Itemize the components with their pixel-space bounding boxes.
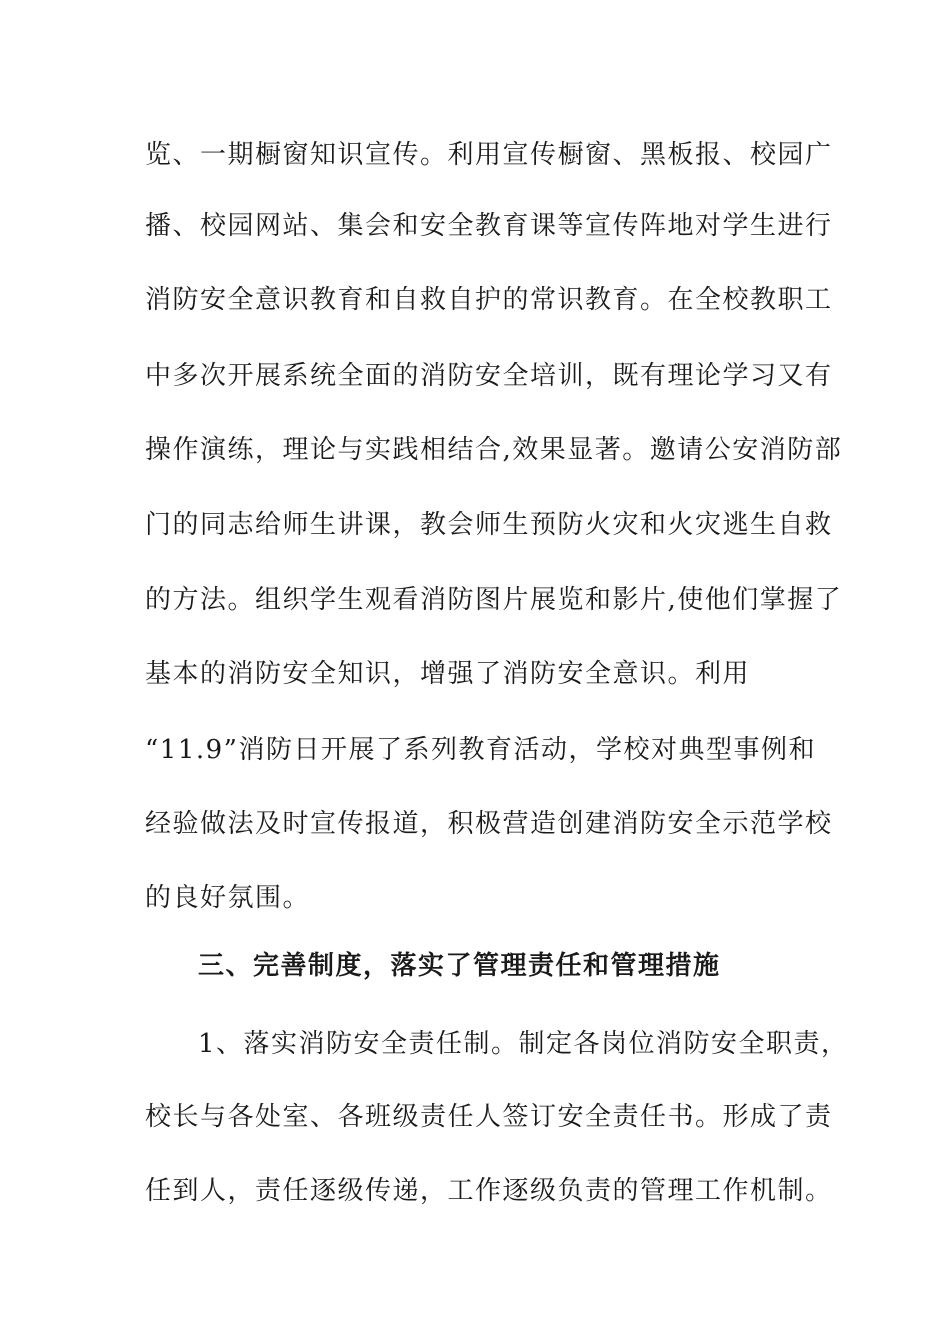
body-text-line: 操作演练，理论与实践相结合,效果显著。邀请公安消防部 — [145, 435, 843, 465]
section-heading: 三、完善制度，落实了管理责任和管理措施 — [198, 951, 721, 981]
body-text-line: 任到人，责任逐级传递，工作逐级负责的管理工作机制。 — [145, 1176, 833, 1206]
body-text-line: 中多次开展系统全面的消防安全培训，既有理论学习又有 — [145, 361, 833, 391]
body-text-line: “11.9”消防日开展了系列教育活动，学校对典型事例和 — [145, 735, 816, 765]
body-text-line: 基本的消防安全知识，增强了消防安全意识。利用 — [145, 659, 751, 689]
body-text-line: 的方法。组织学生观看消防图片展览和影片,使他们掌握了 — [145, 585, 843, 615]
body-text-line: 播、校园网站、集会和安全教育课等宣传阵地对学生进行 — [145, 211, 833, 241]
body-text-line: 消防安全意识教育和自救自护的常识教育。在全校教职工 — [145, 285, 833, 315]
body-text-line: 览、一期橱窗知识宣传。利用宣传橱窗、黑板报、校园广 — [145, 140, 833, 170]
body-text-line: 1、落实消防安全责任制。制定各岗位消防安全职责， — [198, 1029, 849, 1059]
body-text-line: 校长与各处室、各班级责任人签订安全责任书。形成了责 — [145, 1102, 833, 1132]
body-text-line: 经验做法及时宣传报道，积极营造创建消防安全示范学校 — [145, 809, 833, 839]
body-text-line: 门的同志给师生讲课，教会师生预防火灾和火灾逃生自救 — [145, 510, 833, 540]
body-text-line: 的良好氛围。 — [145, 883, 311, 913]
